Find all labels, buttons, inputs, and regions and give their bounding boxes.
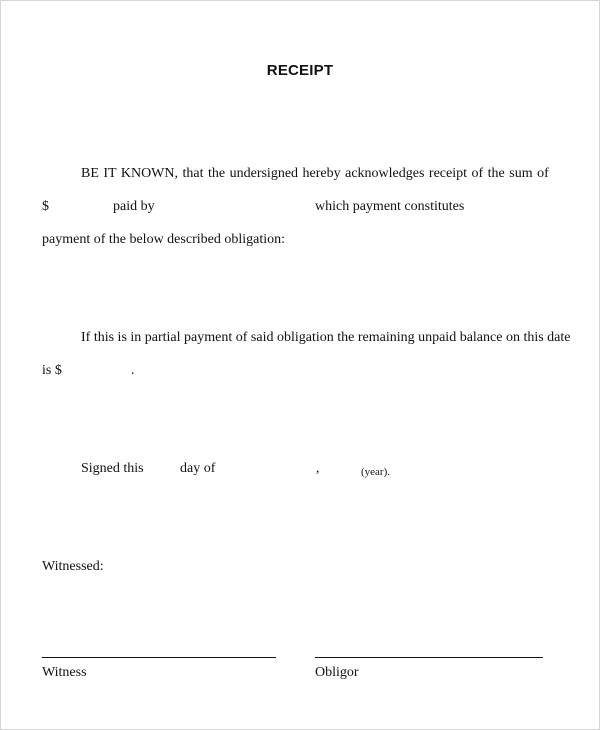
balance-dollar-label: is $ <box>42 363 62 378</box>
partial-payment-text: If this is in partial payment of said obligation the remaining unpaid balance on this date <box>81 330 571 345</box>
year-label: (year). <box>361 466 391 478</box>
witness-label: Witness <box>42 665 87 680</box>
day-of-label: day of <box>180 461 216 476</box>
payment-constitutes-text: which payment constitutes <box>315 199 465 214</box>
obligor-label: Obligor <box>315 665 359 680</box>
page-title: RECEIPT <box>266 62 334 79</box>
paid-by-label: paid by <box>113 199 155 214</box>
sum-dollar-sign: $ <box>42 199 49 214</box>
signed-this-label: Signed this <box>81 461 144 476</box>
witnessed-label: Witnessed: <box>42 559 104 574</box>
acknowledgement-text: BE IT KNOWN, that the undersigned hereby acknowledges receipt of the sum of <box>81 166 549 181</box>
obligor-signature-line <box>315 657 543 658</box>
witness-signature-line <box>42 657 276 658</box>
balance-period: . <box>131 363 135 378</box>
date-comma: , <box>316 461 320 476</box>
obligation-description-text: payment of the below described obligation: <box>42 232 285 247</box>
